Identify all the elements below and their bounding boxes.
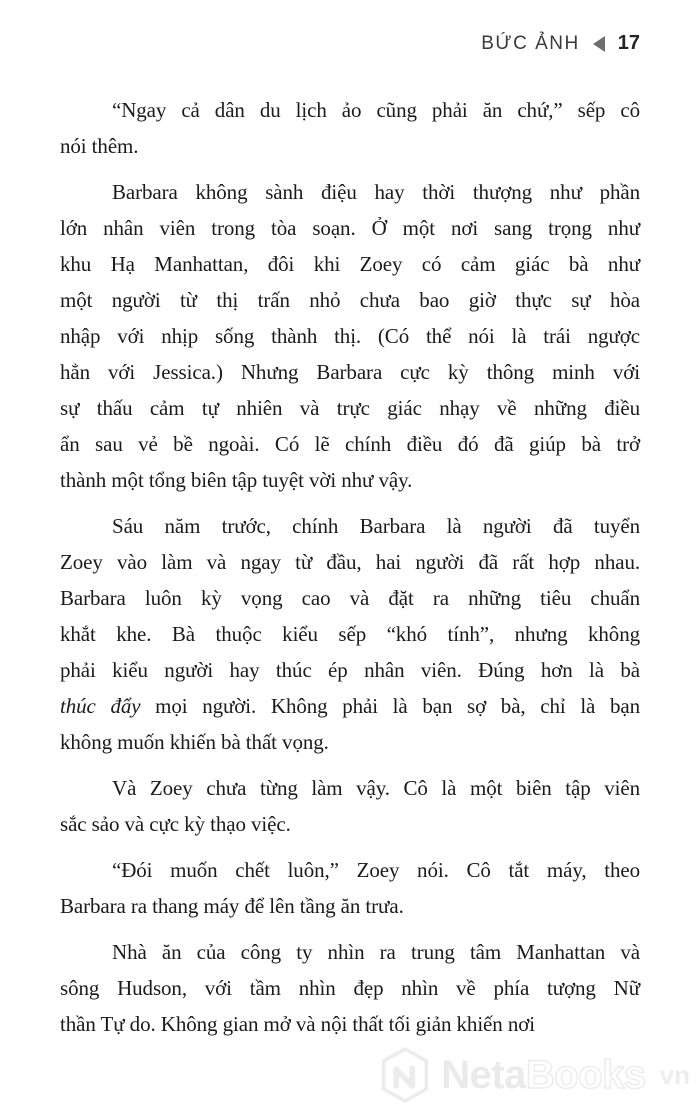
text-line: sắc sảo và cực kỳ thạo việc. xyxy=(60,812,291,836)
text-line: Barbara không sành điệu hay thời thượng như phần xyxy=(112,180,640,204)
text-line: nhập với nhịp sống thành thị. (Có thể nói là trái ngược xyxy=(60,324,640,348)
text-line: khắt khe. Bà thuộc kiểu sếp “khó tính”, nhưng không xyxy=(60,622,640,646)
text-line: Barbara luôn kỳ vọng cao và đặt ra những tiêu chuẩn xyxy=(60,586,640,610)
text-line: nói thêm. xyxy=(60,134,139,158)
text-line: Sáu năm trước, chính Barbara là người đã tuyển xyxy=(112,514,640,538)
hexagon-n-icon xyxy=(379,1046,431,1104)
paragraph xyxy=(60,174,640,498)
paragraph xyxy=(60,92,640,164)
left-triangle-icon xyxy=(593,36,605,52)
watermark-brand xyxy=(441,1055,645,1095)
text-line: một người từ thị trấn nhỏ chưa bao giờ thực sự hòa xyxy=(60,288,640,312)
watermark xyxy=(379,1046,690,1104)
running-header xyxy=(60,32,640,55)
text-line: ẩn sau vẻ bề ngoài. Có lẽ chính điều đó đã giúp bà trở xyxy=(60,432,640,456)
paragraph xyxy=(60,934,640,1042)
page-number: 17 xyxy=(617,32,640,54)
paragraph xyxy=(60,852,640,924)
text-line: hẳn với Jessica.) Nhưng Barbara cực kỳ thông minh với xyxy=(60,360,640,384)
watermark-brand-outline: Books xyxy=(525,1053,646,1097)
text-line: sông Hudson, với tầm nhìn đẹp nhìn về phía tượng Nữ xyxy=(60,976,640,1000)
text-line: Nhà ăn của công ty nhìn ra trung tâm Manhattan và xyxy=(112,940,640,964)
text-line: lớn nhân viên trong tòa soạn. Ở một nơi sang trọng như xyxy=(60,216,640,240)
text-line: thúc đẩy mọi người. Không phải là bạn sợ bà, chỉ là bạn xyxy=(60,694,640,718)
text-line: phải kiểu người hay thúc ép nhân viên. Đúng hơn là bà xyxy=(60,658,640,682)
text-line: thần Tự do. Không gian mở và nội thất tối giản khiến nơi xyxy=(60,1012,535,1036)
text-line: “Đói muốn chết luôn,” Zoey nói. Cô tắt máy, theo xyxy=(112,858,640,882)
text-line: Zoey vào làm và ngay từ đầu, hai người đã rất hợp nhau. xyxy=(60,550,640,574)
text-line: thành một tổng biên tập tuyệt vời như vậy. xyxy=(60,468,413,492)
text-line: không muốn khiến bà thất vọng. xyxy=(60,730,329,754)
text-line: Barbara ra thang máy để lên tầng ăn trưa. xyxy=(60,894,404,918)
chapter-title: BỨC ẢNH xyxy=(481,32,580,54)
text-line: Và Zoey chưa từng làm vậy. Cô là một biên tập viên xyxy=(112,776,640,800)
paragraph xyxy=(60,770,640,842)
watermark-tld: vn xyxy=(659,1059,690,1090)
paragraph xyxy=(60,508,640,760)
text-line: “Ngay cả dân du lịch ảo cũng phải ăn chứ,” sếp cô xyxy=(112,98,640,122)
page-body xyxy=(60,92,640,1052)
text-line: sự thấu cảm tự nhiên và trực giác nhạy về những điều xyxy=(60,396,640,420)
text-line: khu Hạ Manhattan, đôi khi Zoey có cảm giác bà như xyxy=(60,252,640,276)
watermark-brand-solid: Neta xyxy=(441,1053,526,1097)
